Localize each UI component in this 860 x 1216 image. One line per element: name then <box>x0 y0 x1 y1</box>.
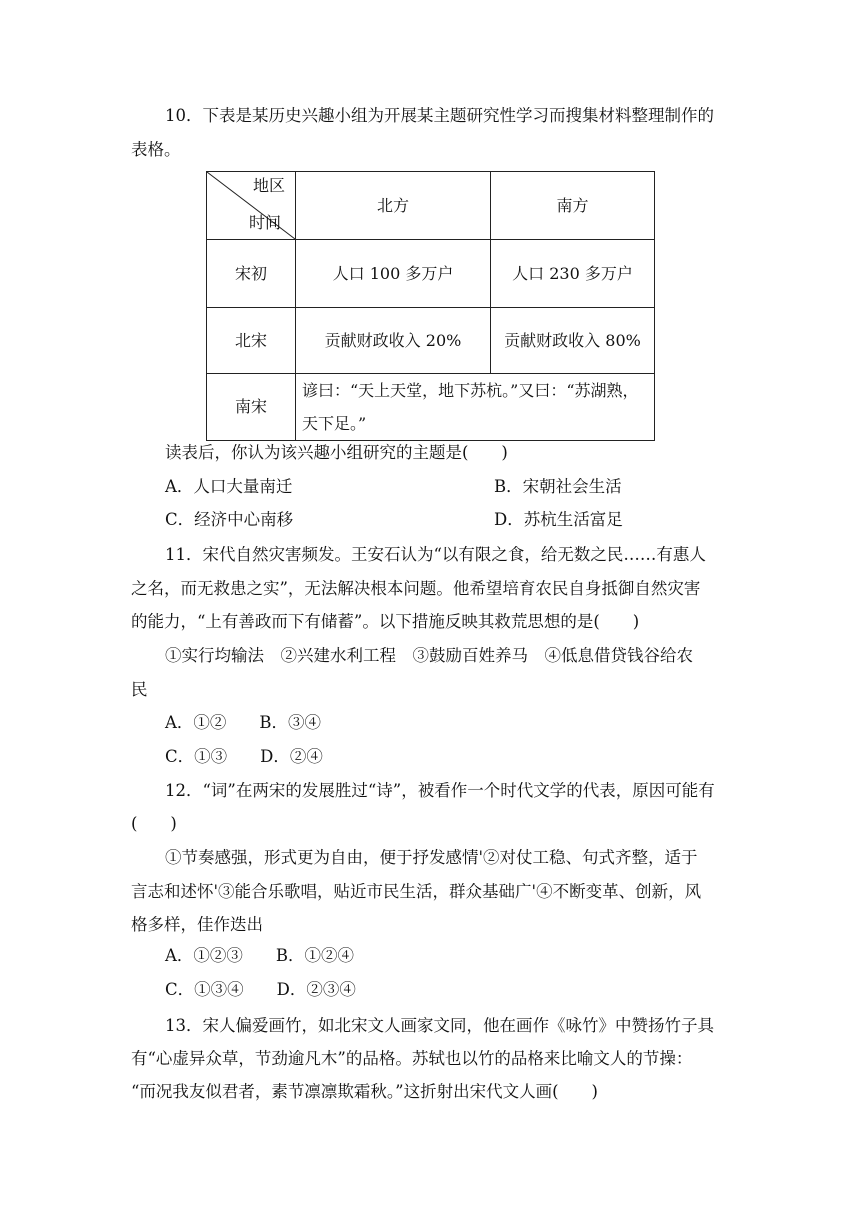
q12-items-line1: ①节奏感强，形式更为自由，便于抒发感情'②对仗工稳、句式齐整，适于 <box>165 848 698 867</box>
q10-stem-line2: 表格。 <box>131 140 181 159</box>
q10-option-a: A．人口大量南迁 <box>165 477 293 496</box>
table-header-row <box>207 172 655 240</box>
q12-stem-line2: ( ) <box>131 814 177 833</box>
q12-items-line2: 言志和述怀'③能合乐歌唱，贴近市民生活，群众基础广'④不断变革、创新，风 <box>131 882 702 901</box>
cell-north: 贡献财政收入 20% <box>296 308 491 374</box>
corner-label-region: 地区 <box>252 176 285 195</box>
table-row <box>207 374 655 441</box>
q13-stem-line2: 有“心虚异众草，节劲逾凡木”的品格。苏轼也以竹的品格来比喻文人的节操： <box>131 1049 693 1068</box>
q13-stem-line3: “而况我友似君者，素节凛凛欺霜秋。”这折射出宋代文人画( ) <box>131 1082 598 1101</box>
q11-stem-line1: 11．宋代自然灾害频发。王安石认为“以有限之食，给无数之民……有惠人 <box>165 545 706 564</box>
q11-stem-line2: 之名，而无救患之实”，无法解决根本问题。他希望培育农民自身抵御自然灾害 <box>131 579 701 598</box>
q12-options-ab: A．①②③ B．①②④ <box>165 946 355 965</box>
table-row <box>207 308 655 374</box>
q10-table <box>206 171 655 441</box>
q11-options-ab: A．①② B．③④ <box>165 713 322 732</box>
row-label: 宋初 <box>207 240 296 308</box>
q10-option-c: C．经济中心南移 <box>165 510 294 529</box>
q12-stem-line1: 12．“词”在两宋的发展胜过“诗”，被看作一个时代文学的代表，原因可能有 <box>165 781 715 800</box>
cell-merged: 谚曰：“天上天堂，地下苏杭。”又曰：“苏湖熟，天下足。” <box>296 374 655 441</box>
q11-items-line1: ①实行均输法 ②兴建水利工程 ③鼓励百姓养马 ④低息借贷钱谷给农 <box>165 646 693 665</box>
q10-option-d: D．苏杭生活富足 <box>494 510 623 529</box>
corner-label-time: 时间 <box>249 213 282 232</box>
q11-options-cd: C．①③ D．②④ <box>165 747 323 766</box>
q12-options-cd: C．①③④ D．②③④ <box>165 980 356 999</box>
q11-stem-line3: 的能力，“上有善政而下有储蓄”。以下措施反映其救荒思想的是( ) <box>131 612 640 631</box>
q11-items-line2: 民 <box>131 680 148 699</box>
q10-option-b: B．宋朝社会生活 <box>494 477 622 496</box>
table-corner-cell <box>207 172 296 240</box>
col-header-south: 南方 <box>491 172 655 240</box>
q10-stem-line1: 10．下表是某历史兴趣小组为开展某主题研究性学习而搜集材料整理制作的 <box>165 106 714 125</box>
table-row <box>207 240 655 308</box>
cell-south: 贡献财政收入 80% <box>491 308 655 374</box>
col-header-north: 北方 <box>296 172 491 240</box>
row-label: 北宋 <box>207 308 296 374</box>
q12-items-line3: 格多样，佳作迭出 <box>131 915 263 934</box>
q13-stem-line1: 13．宋人偏爱画竹，如北宋文人画家文同，他在画作《咏竹》中赞扬竹子具 <box>165 1016 714 1035</box>
cell-south: 人口 230 多万户 <box>491 240 655 308</box>
row-label: 南宋 <box>207 374 296 441</box>
q10-question: 读表后，你认为该兴趣小组研究的主题是( ) <box>165 443 508 462</box>
cell-north: 人口 100 多万户 <box>296 240 491 308</box>
